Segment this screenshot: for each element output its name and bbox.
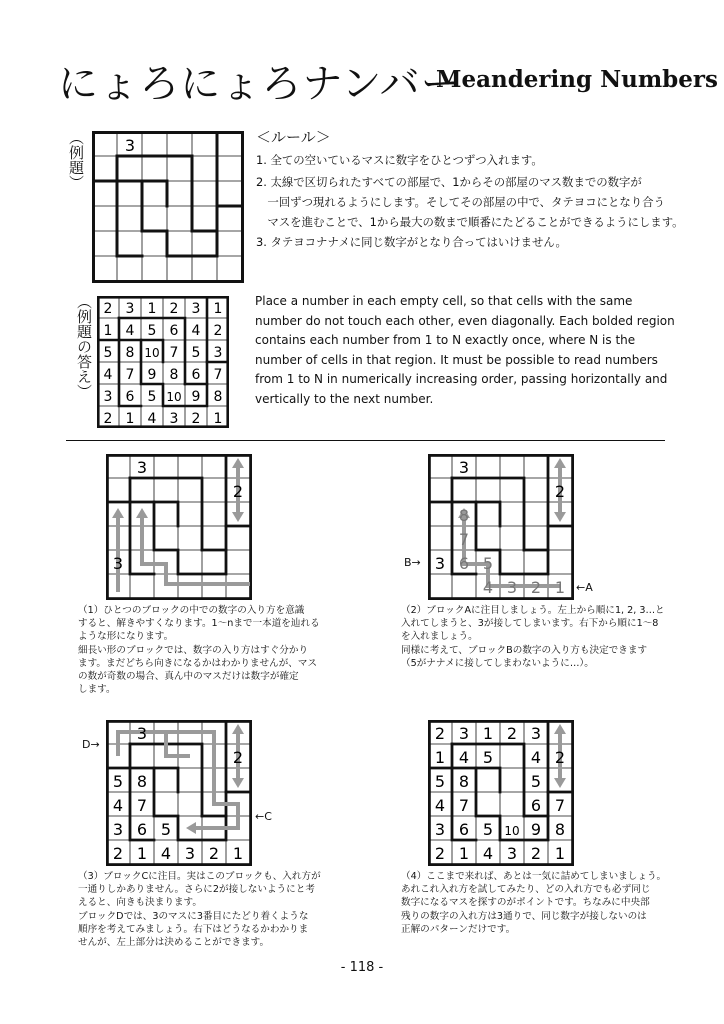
caption-line: 一通りしかありません。さらに2が接しないようにと考 — [78, 884, 315, 896]
caption-line: （1）ひとつのブロックの中での数字の入り方を意識 — [78, 605, 305, 616]
step4-grid — [428, 720, 574, 866]
cell-digit: 4 — [191, 323, 201, 339]
cell-digit: 7 — [169, 345, 179, 361]
step1-caption — [78, 604, 336, 696]
cell-fill: 4 — [482, 578, 494, 597]
caption-line: 正解のパターンだけです。 — [401, 923, 516, 935]
example-label — [66, 130, 84, 195]
cell-fill: 1 — [554, 578, 566, 597]
cell-digit: 3 — [506, 844, 518, 863]
cell-digit: 3 — [434, 820, 446, 839]
rule-item: マスを進むことで、1から最大の数まで順番にたどることができるようにします。 — [256, 215, 684, 229]
cell-digit: 2 — [434, 724, 446, 743]
cell-fill: 2 — [530, 578, 542, 597]
cell-digit: 6 — [458, 820, 470, 839]
cell-given: 3 — [112, 554, 124, 573]
rules-english: Place a number in each empty cell, so that cells with the same number do not touch each other, even diagonally. Each bolded region contains each number from 1 to N exactly once, where N is the number of cells in that region. It must be possible to read numbers from 1 to N in numerically increasing order, passing horizontally and vertically to the next number. — [255, 294, 675, 406]
step3-grid — [106, 720, 252, 866]
cell-digit: 4 — [482, 844, 494, 863]
cell-given: 3 — [112, 820, 124, 839]
rule-item: 2. 太線で区切られたすべての部屋で、1からその部屋のマス数までの数字が — [256, 175, 642, 189]
section-divider — [66, 440, 665, 441]
caption-line: えると、向きも決まります。 — [78, 897, 202, 909]
cell-fill: 6 — [458, 554, 470, 573]
cell-digit: 2 — [530, 844, 542, 863]
cell-digit: 4 — [147, 411, 157, 427]
cell-digit: 5 — [147, 323, 157, 339]
caption-line: （4）ここまで来れば、あとは一気に詰めてしまいましょう。 — [401, 871, 667, 882]
cell-digit: 1 — [482, 724, 494, 743]
cell-fill: 5 — [160, 820, 172, 839]
step2-grid — [428, 454, 574, 600]
rules-heading: ＜ルール＞ — [256, 128, 331, 146]
cell-fill: 2 — [208, 844, 220, 863]
cell-digit: 8 — [554, 820, 566, 839]
cell-digit: 4 — [125, 323, 135, 339]
cell-given: 3 — [136, 458, 148, 477]
caption-line: ブロックDでは、3のマスに3番目にたどり着くような — [78, 910, 309, 922]
cell-digit: 9 — [191, 389, 201, 405]
example-answer-grid — [97, 296, 229, 428]
cell-digit: 8 — [169, 367, 179, 383]
example-answer-label — [74, 294, 92, 404]
cell-digit: 2 — [191, 411, 201, 427]
caption-line: （3）ブロックCに注目。実はこのブロックも、入れ方が — [78, 871, 321, 882]
caption-line: します。 — [78, 684, 116, 696]
cell-digit: 2 — [169, 301, 179, 317]
caption-line: ます。まだどちら向きになるかはわかりませんが、マス — [78, 657, 318, 669]
example-puzzle-grid — [92, 131, 244, 283]
cell-digit: 1 — [147, 301, 157, 317]
cell-digit: 7 — [125, 367, 135, 383]
caption-line: （5がナナメに接してしまわないように…）。 — [401, 657, 594, 669]
cell-digit: 7 — [554, 796, 566, 815]
cell-digit: 5 — [530, 772, 542, 791]
caption-line: 同様に考えて、ブロックBの数字の入り方も決定できます — [401, 644, 648, 656]
cell-digit: 5 — [103, 345, 113, 361]
caption-line: 順序を考えてみましょう。右下はどうなるかわかりま — [78, 923, 309, 935]
cell-digit: 3 — [191, 301, 201, 317]
cell-given: 3 — [136, 724, 148, 743]
cell-digit: 6 — [191, 367, 201, 383]
cell-digit: 10 — [144, 346, 160, 360]
page-title-english: Meandering Numbers — [436, 66, 718, 93]
cell-digit: 5 — [191, 345, 201, 361]
cell-fill: 1 — [232, 844, 244, 863]
cell-digit: 1 — [554, 844, 566, 863]
cell-given: 3 — [124, 136, 136, 155]
caption-line: を入れましょう。 — [401, 631, 478, 643]
cell-digit: 2 — [103, 411, 113, 427]
cell-fill: 8 — [136, 772, 148, 791]
cell-digit: 2 — [434, 844, 446, 863]
cell-digit: 3 — [169, 411, 179, 427]
cell-digit: 3 — [458, 724, 470, 743]
cell-digit: 3 — [213, 345, 223, 361]
rule-item: 1. 全ての空いているマスに数字をひとつずつ入れます。 — [256, 153, 543, 167]
cell-fill: 3 — [506, 578, 518, 597]
cell-digit: 10 — [504, 824, 520, 838]
rule-item: 3. タテヨコナナメに同じ数字がとなり合ってはいけません。 — [256, 235, 567, 249]
caption-line: の数が奇数の場合、真ん中のマスだけは数字が確定 — [78, 671, 299, 683]
cell-digit: 4 — [458, 748, 470, 767]
cell-digit: 8 — [125, 345, 135, 361]
cell-digit: 5 — [147, 389, 157, 405]
block-c-label: ←C — [255, 810, 272, 823]
cell-fill: 7 — [136, 796, 148, 815]
step1-grid — [106, 454, 252, 600]
cell-digit: 2 — [213, 323, 223, 339]
cell-fill: 7 — [458, 530, 470, 549]
page-title-japanese: にょろにょろナンバー — [58, 61, 462, 107]
cell-digit: 1 — [458, 844, 470, 863]
cell-given: 3 — [434, 554, 446, 573]
cell-digit: 8 — [458, 772, 470, 791]
cell-digit: 9 — [530, 820, 542, 839]
cell-fill: 1 — [136, 844, 148, 863]
caption-line: あれこれ入れ方を試してみたり、どの入れ方でも必ず同じ — [401, 884, 651, 896]
caption-line: 残りの数字の入れ方は3通りで、同じ数字が接しないのは — [401, 910, 647, 922]
caption-line: せんが、左上部分は決めることができます。 — [78, 937, 270, 949]
cell-digit: 1 — [125, 411, 135, 427]
cell-fill: 5 — [112, 772, 124, 791]
cell-digit: 5 — [482, 748, 494, 767]
cell-digit: 4 — [434, 796, 446, 815]
cell-digit: 1 — [213, 411, 223, 427]
cell-digit: 3 — [103, 389, 113, 405]
cell-digit: 2 — [506, 724, 518, 743]
cell-given: 2 — [554, 482, 566, 501]
rule-item: 一回ずつ現れるようにします。そしてその部屋の中で、タテヨコにとなり合う — [256, 195, 665, 209]
block-d-label: D→ — [82, 738, 100, 751]
cell-digit: 6 — [530, 796, 542, 815]
cell-digit: 4 — [103, 367, 113, 383]
caption-line: 細長い形のブロックでは、数字の入り方はすぐ分かり — [78, 644, 309, 656]
cell-digit: 4 — [530, 748, 542, 767]
cell-digit: 7 — [213, 367, 223, 383]
cell-digit: 3 — [125, 301, 135, 317]
step2-caption — [401, 604, 701, 670]
cell-digit: 9 — [147, 367, 157, 383]
caption-line: 数字になるマスを探すのがポイントです。ちなみに中央部 — [401, 897, 650, 909]
cell-digit: 1 — [434, 748, 446, 767]
cell-fill: 4 — [112, 796, 124, 815]
cell-digit: 10 — [166, 390, 182, 404]
cell-fill: 4 — [160, 844, 172, 863]
cell-digit: 8 — [213, 389, 223, 405]
block-b-label: B→ — [404, 556, 421, 569]
cell-fill: 2 — [112, 844, 124, 863]
cell-digit: 6 — [169, 323, 179, 339]
cell-digit: 1 — [103, 323, 113, 339]
cell-fill: 3 — [184, 844, 196, 863]
cell-digit: 6 — [125, 389, 135, 405]
cell-digit: 1 — [213, 301, 223, 317]
page-number: - 118 - — [340, 960, 384, 975]
caption-line: 入れてしまうと、3が接してしまいます。右下から順に1〜8 — [401, 618, 659, 630]
cell-digit: 2 — [103, 301, 113, 317]
cell-given: 3 — [458, 458, 470, 477]
example-label-text: （例題） — [67, 130, 85, 190]
block-a-label: ←A — [576, 581, 593, 594]
cell-digit: 2 — [554, 748, 566, 767]
cell-given: 2 — [232, 482, 244, 501]
step3-caption — [78, 870, 336, 949]
cell-fill: 5 — [482, 554, 494, 573]
caption-line: すると、解きやすくなります。1〜nまで一本道を辿れる — [78, 618, 320, 630]
cell-digit: 3 — [530, 724, 542, 743]
cell-given: 2 — [232, 748, 244, 767]
step4-caption — [401, 870, 701, 936]
caption-line: ような形になります。 — [78, 631, 174, 643]
cell-fill: 8 — [458, 506, 470, 525]
cell-digit: 7 — [458, 796, 470, 815]
cell-digit: 5 — [482, 820, 494, 839]
caption-line: （2）ブロックAに注目しましょう。左上から順に1, 2, 3…と — [401, 605, 665, 616]
example-answer-label-text: （例題の答え） — [75, 294, 93, 399]
cell-fill: 6 — [136, 820, 148, 839]
cell-digit: 5 — [434, 772, 446, 791]
